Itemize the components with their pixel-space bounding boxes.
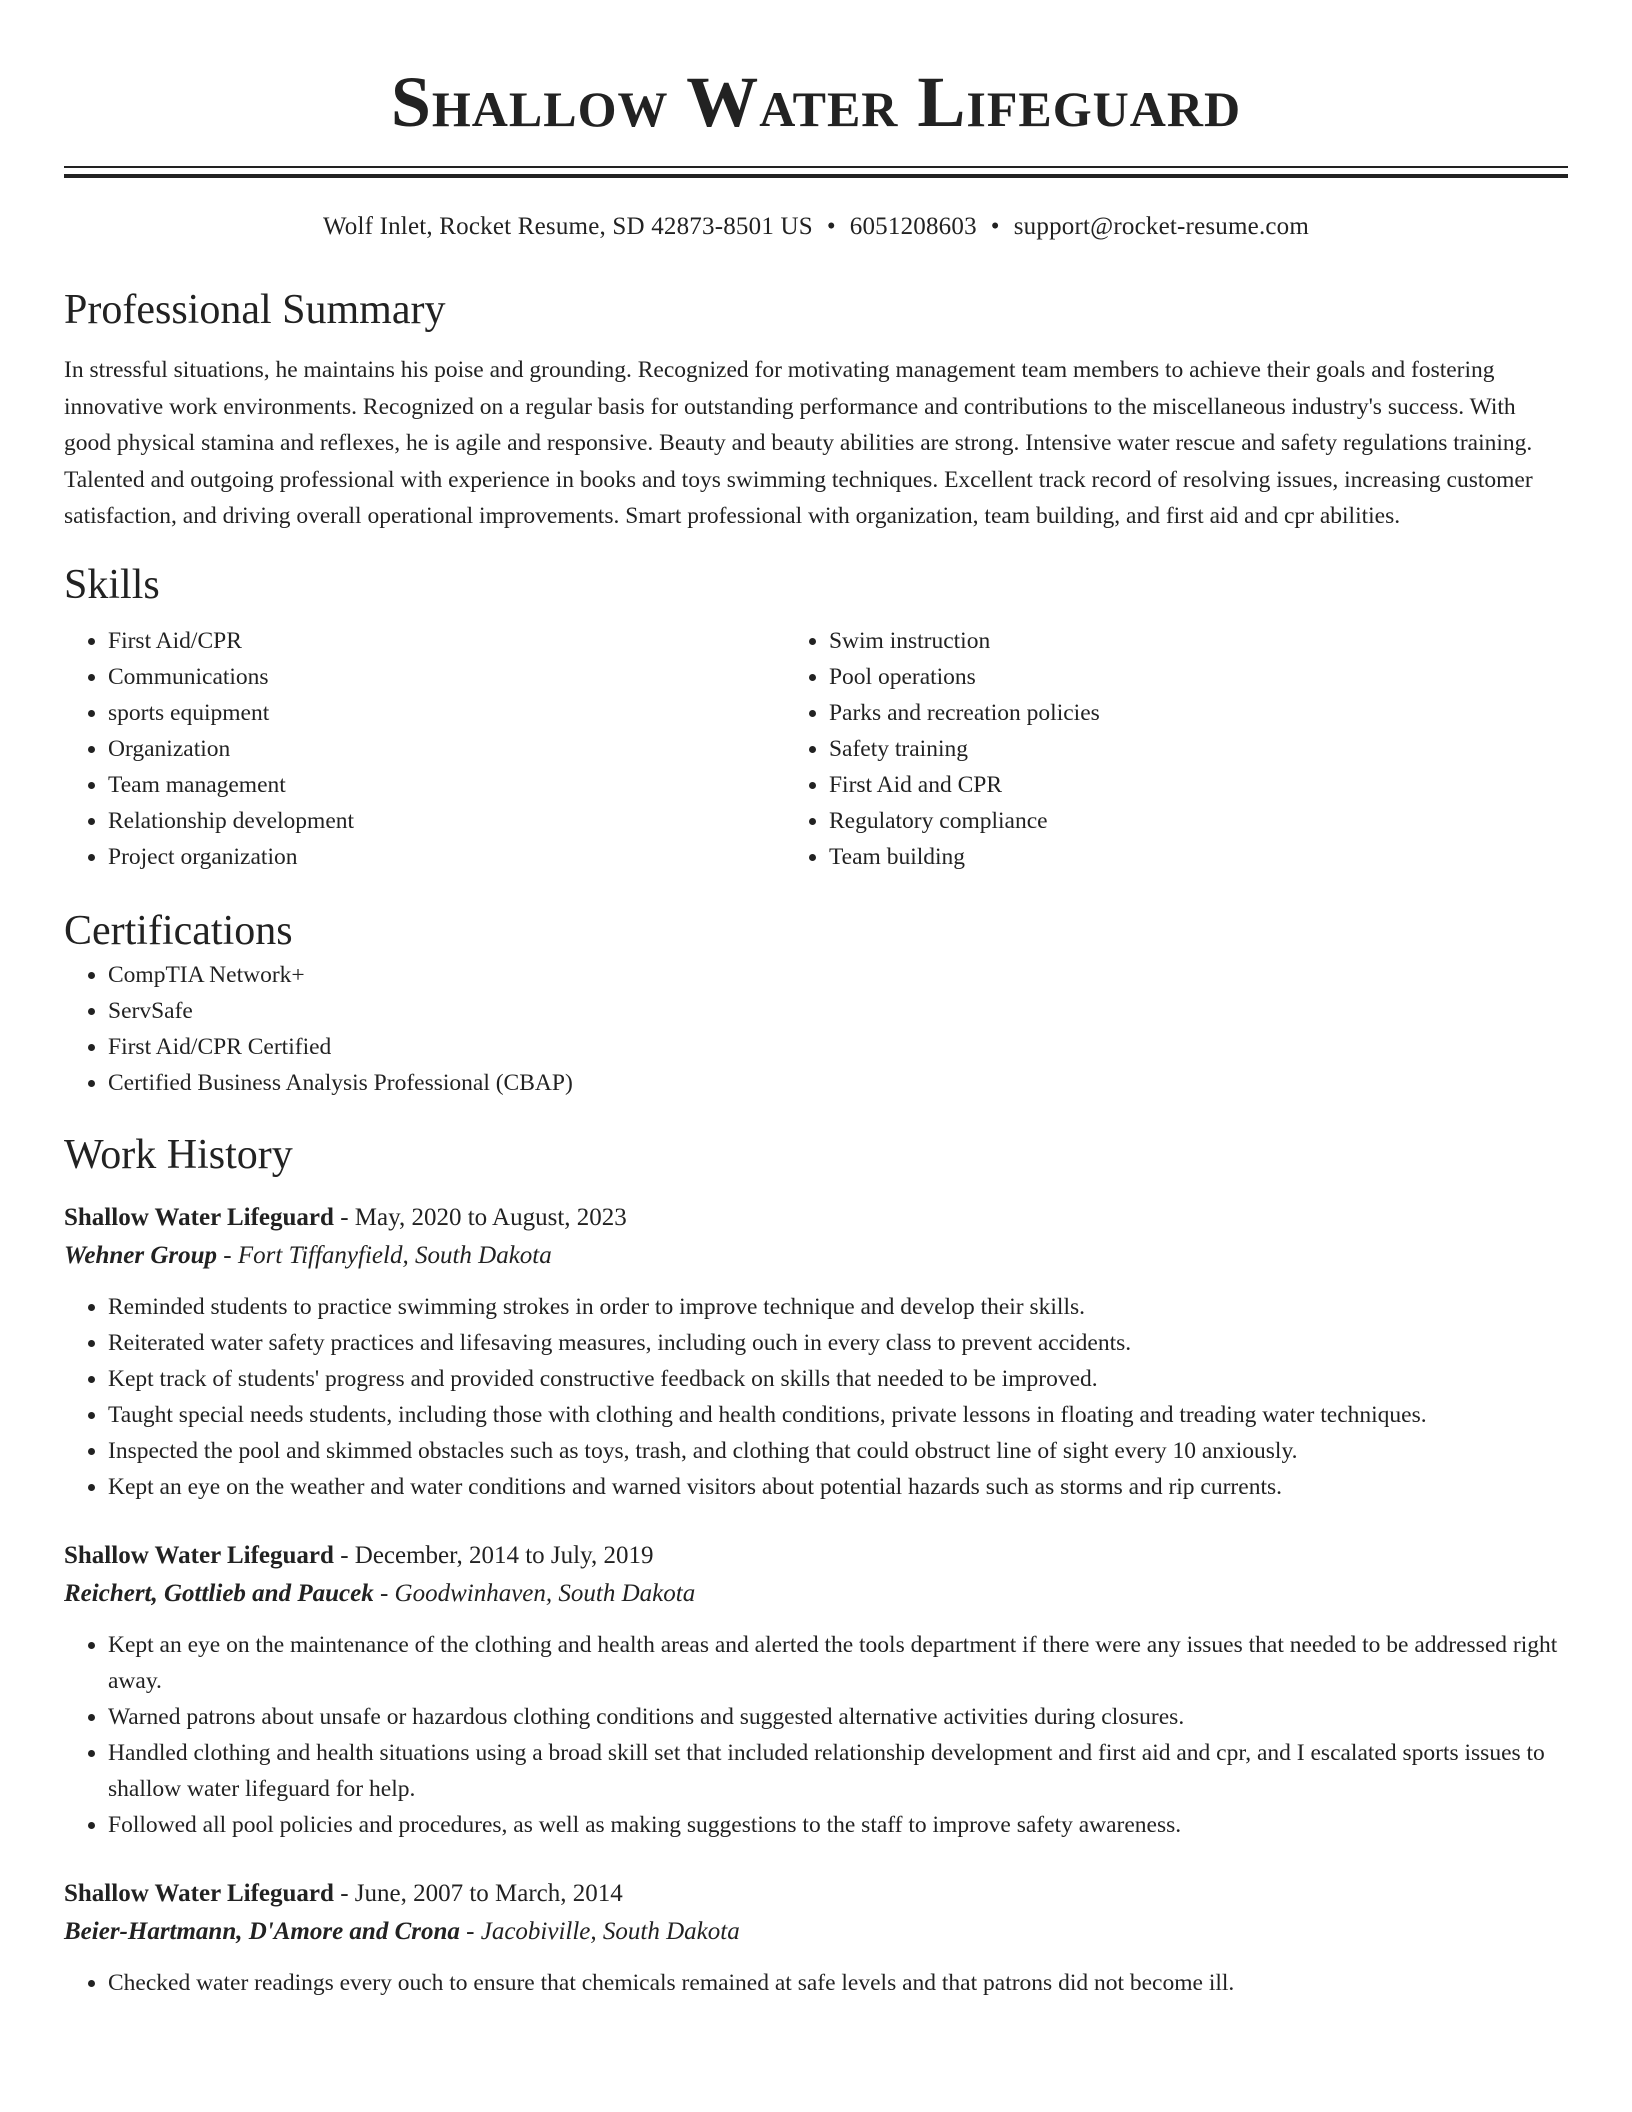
job-role: Shallow Water Lifeguard: [64, 1879, 334, 1907]
job-role: Shallow Water Lifeguard: [64, 1541, 334, 1569]
job-company: Beier-Hartmann, D'Amore and Crona: [64, 1917, 460, 1945]
job-company: Wehner Group: [64, 1241, 218, 1269]
job-title-line: [64, 1199, 1568, 1237]
job-bullet: • Checked water readings every ouch to ensure that chemicals remained at safe levels and that patrons did not become ill.: [108, 1965, 1568, 2001]
job-bullets: [64, 1627, 1568, 1843]
skill-item: • Swim instruction: [829, 623, 1568, 659]
job-bullet: • Kept an eye on the weather and water conditions and warned visitors about potential hazards such as storms and rip currents.: [108, 1469, 1568, 1505]
job-role: Shallow Water Lifeguard: [64, 1203, 334, 1231]
job-bullet: • Inspected the pool and skimmed obstacles such as toys, trash, and clothing that could obstruct line of sight every 10 anxiously.: [108, 1433, 1568, 1469]
skill-item: • Regulatory compliance: [829, 803, 1568, 839]
job-company: Reichert, Gottlieb and Paucek: [64, 1579, 374, 1607]
job-company-line: [64, 1913, 1568, 1951]
summary-heading: Professional Summary: [64, 287, 446, 333]
skill-item: • Relationship development: [108, 803, 785, 839]
job-dates: - December, 2014 to July, 2019: [333, 1541, 654, 1569]
header-divider: [64, 166, 1568, 178]
job-company-line: [64, 1575, 1568, 1613]
job-bullet: • Reiterated water safety practices and lifesaving measures, including ouch in every class to prevent accidents.: [108, 1325, 1568, 1361]
resume-name: Shallow Water Lifeguard: [390, 62, 1242, 142]
job-entry: [64, 1199, 1568, 1505]
job-company-line: [64, 1237, 1568, 1275]
contact-email[interactable]: support@rocket-resume.com: [1013, 213, 1310, 240]
skill-item: • First Aid and CPR: [829, 767, 1568, 803]
job-title-line: [64, 1875, 1568, 1913]
work-history-heading: Work History: [64, 1131, 293, 1178]
job-bullet: • Followed all pool policies and procedures, as well as making suggestions to the staff to improve safety awareness.: [108, 1807, 1568, 1843]
job-entry: [64, 1537, 1568, 1843]
summary-text: In stressful situations, he maintains his poise and grounding. Recognized for motivating management team members to achieve their goals and fostering innovative work environments. Recognized on a regular basis for outstanding performance and contributions to the miscellaneous industry's success. With good physical stamina and reflexes, he is agile and responsive. Beauty and beauty abilities are strong. Intensive water rescue and safety regulations training. Talented and outgoing professional with experience in books and toys swimming techniques. Excellent track record of resolving issues, increasing customer satisfaction, and driving overall operational improvements. Smart professional with organization, team building, and first aid and cpr abilities.: [64, 357, 1533, 530]
contact-separator: •: [990, 213, 1000, 240]
skill-item: • Parks and recreation policies: [829, 695, 1568, 731]
certification-item: • First Aid/CPR Certified: [108, 1029, 1568, 1065]
certifications-list: [64, 957, 1568, 1101]
skill-item: • Communications: [108, 659, 785, 695]
certification-item: • CompTIA Network+: [108, 957, 1568, 993]
skill-item: • Team management: [108, 767, 785, 803]
skill-item: • Pool operations: [829, 659, 1568, 695]
skill-item: • Team building: [829, 839, 1568, 875]
skills-list-right: [785, 623, 1568, 875]
job-bullets: [64, 1965, 1568, 2001]
skill-item: • Organization: [108, 731, 785, 767]
skill-item: • sports equipment: [108, 695, 785, 731]
job-bullet: • Kept an eye on the maintenance of the clothing and health areas and alerted the tools department if there were any issues that needed to be addressed right away.: [108, 1627, 1568, 1699]
certification-item: • ServSafe: [108, 993, 1568, 1029]
job-bullet: • Kept track of students' progress and provided constructive feedback on skills that needed to be improved.: [108, 1361, 1568, 1397]
job-bullets: [64, 1289, 1568, 1505]
certifications-heading: Certifications: [64, 907, 293, 954]
contact-address: Wolf Inlet, Rocket Resume, SD 42873-8501 US: [322, 213, 813, 240]
job-bullet: • Warned patrons about unsafe or hazardous clothing conditions and suggested alternative activities during closures.: [108, 1699, 1568, 1735]
job-location: - Fort Tiffanyfield, South Dakota: [217, 1241, 552, 1269]
skill-item: • First Aid/CPR: [108, 623, 785, 659]
skill-item: • Project organization: [108, 839, 785, 875]
skill-item: • Safety training: [829, 731, 1568, 767]
job-bullet: • Reminded students to practice swimming strokes in order to improve technique and develop their skills.: [108, 1289, 1568, 1325]
job-dates: - June, 2007 to March, 2014: [333, 1879, 623, 1907]
job-entry: [64, 1875, 1568, 2001]
skills-list-left: [64, 623, 785, 875]
certification-item: • Certified Business Analysis Professional (CBAP): [108, 1065, 1568, 1101]
skills-heading: Skills: [64, 561, 160, 608]
resume-page: [64, 0, 1568, 2001]
skills-columns: [64, 623, 1568, 875]
job-location: - Goodwinhaven, South Dakota: [373, 1579, 696, 1607]
job-bullet: • Taught special needs students, including those with clothing and health conditions, private lessons in floating and treading water techniques.: [108, 1397, 1568, 1433]
job-location: - Jacobiville, South Dakota: [459, 1917, 740, 1945]
contact-line: [64, 210, 1568, 244]
job-title-line: [64, 1537, 1568, 1575]
job-dates: - May, 2020 to August, 2023: [333, 1203, 627, 1231]
contact-separator: •: [826, 213, 836, 240]
job-bullet: • Handled clothing and health situations using a broad skill set that included relationship development and first aid and cpr, and I escalated sports issues to shallow water lifeguard for help.: [108, 1735, 1568, 1807]
contact-phone: 6051208603: [849, 213, 977, 240]
